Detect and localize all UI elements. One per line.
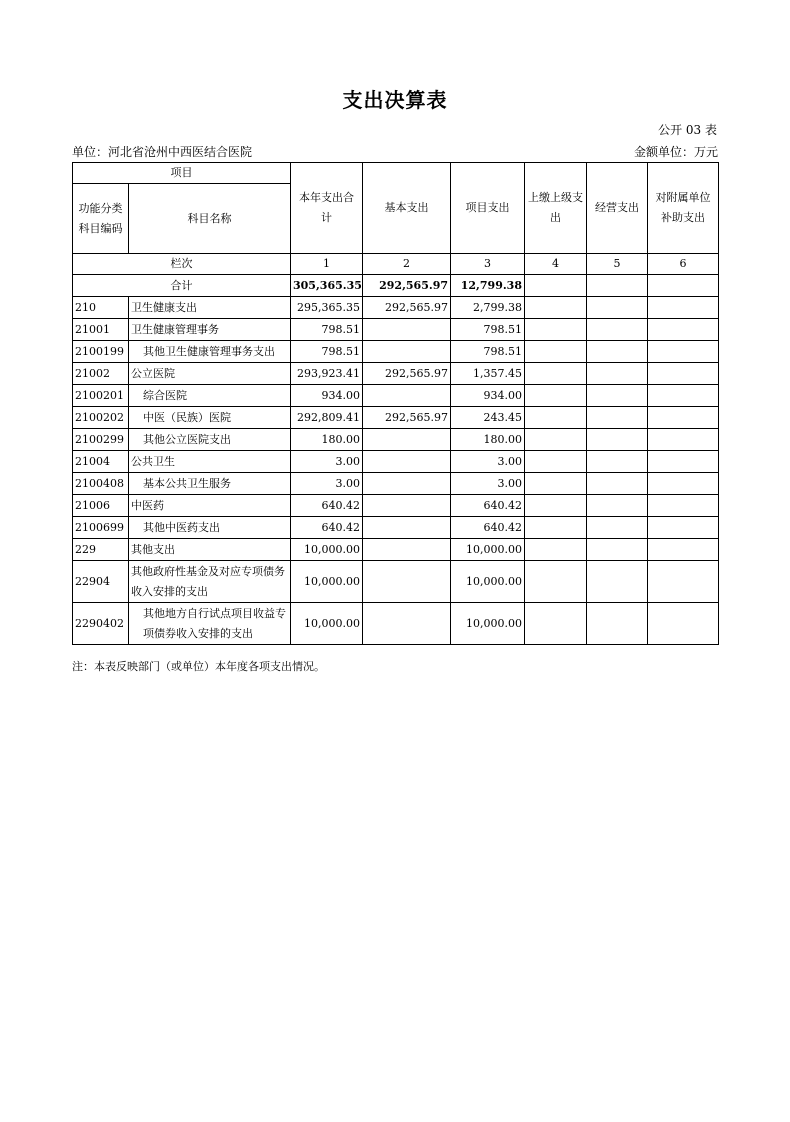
row-subject-name: 其他卫生健康管理事务支出: [129, 341, 291, 363]
row-code: 2100202: [73, 407, 129, 429]
row-subject-name: 其他公立医院支出: [129, 429, 291, 451]
row-upper: [525, 451, 587, 473]
row-upper: [525, 319, 587, 341]
row-subject-name: 卫生健康管理事务: [129, 319, 291, 341]
row-business: [587, 297, 648, 319]
row-upper: [525, 341, 587, 363]
row-project: 2,799.38: [451, 297, 525, 319]
row-code: 22904: [73, 561, 129, 603]
row-basic: [363, 451, 451, 473]
row-business: [587, 341, 648, 363]
row-basic: 292,565.97: [363, 363, 451, 385]
row-subsidy: [648, 451, 719, 473]
row-project: 640.42: [451, 495, 525, 517]
row-code: 2290402: [73, 603, 129, 645]
col-number-label: 栏次: [73, 254, 291, 275]
row-basic: [363, 495, 451, 517]
col-number: 6: [648, 254, 719, 275]
row-subsidy: [648, 517, 719, 539]
table-row: [73, 429, 719, 451]
col-number: 4: [525, 254, 587, 275]
row-code: 21004: [73, 451, 129, 473]
row-business: [587, 319, 648, 341]
row-project: 10,000.00: [451, 603, 525, 645]
row-subject-name: 其他地方自行试点项目收益专项债券收入安排的支出: [129, 603, 291, 645]
row-total: 640.42: [291, 495, 363, 517]
sum-project: 12,799.38: [451, 275, 525, 297]
table-row: [73, 473, 719, 495]
row-upper: [525, 517, 587, 539]
page-title: 支出决算表: [342, 88, 448, 112]
sum-row: [73, 275, 719, 297]
row-subsidy: [648, 319, 719, 341]
header-project-exp: 项目支出: [451, 163, 525, 254]
row-basic: 292,565.97: [363, 407, 451, 429]
row-subsidy: [648, 341, 719, 363]
row-basic: [363, 539, 451, 561]
expenditure-table: [72, 162, 719, 645]
sum-basic: 292,565.97: [363, 275, 451, 297]
row-total: 3.00: [291, 473, 363, 495]
row-subsidy: [648, 385, 719, 407]
row-basic: [363, 385, 451, 407]
header-business: 经营支出: [587, 163, 648, 254]
row-business: [587, 517, 648, 539]
row-subject-name: 综合医院: [129, 385, 291, 407]
table-row: [73, 451, 719, 473]
row-upper: [525, 539, 587, 561]
row-upper: [525, 407, 587, 429]
row-upper: [525, 473, 587, 495]
header-subject-name: 科目名称: [129, 184, 291, 254]
row-subsidy: [648, 363, 719, 385]
row-project: 934.00: [451, 385, 525, 407]
row-project: 10,000.00: [451, 539, 525, 561]
row-business: [587, 473, 648, 495]
row-code: 2100699: [73, 517, 129, 539]
row-subsidy: [648, 495, 719, 517]
col-number: 3: [451, 254, 525, 275]
row-subsidy: [648, 539, 719, 561]
row-code: 2100201: [73, 385, 129, 407]
row-total: 934.00: [291, 385, 363, 407]
row-total: 3.00: [291, 451, 363, 473]
row-subsidy: [648, 407, 719, 429]
row-project: 180.00: [451, 429, 525, 451]
header-project: 项目: [73, 163, 291, 184]
row-business: [587, 603, 648, 645]
row-code: 21002: [73, 363, 129, 385]
row-basic: [363, 517, 451, 539]
table-row: [73, 539, 719, 561]
row-upper: [525, 603, 587, 645]
row-subject-name: 公共卫生: [129, 451, 291, 473]
row-project: 640.42: [451, 517, 525, 539]
row-total: 180.00: [291, 429, 363, 451]
row-code: 210: [73, 297, 129, 319]
row-subsidy: [648, 603, 719, 645]
row-total: 293,923.41: [291, 363, 363, 385]
row-code: 21006: [73, 495, 129, 517]
header-basic: 基本支出: [363, 163, 451, 254]
row-subsidy: [648, 429, 719, 451]
row-total: 292,809.41: [291, 407, 363, 429]
row-business: [587, 385, 648, 407]
sum-business: [587, 275, 648, 297]
row-business: [587, 429, 648, 451]
row-upper: [525, 385, 587, 407]
row-project: 243.45: [451, 407, 525, 429]
column-number-row: [73, 254, 719, 275]
row-project: 10,000.00: [451, 561, 525, 603]
row-project: 1,357.45: [451, 363, 525, 385]
row-subject-name: 卫生健康支出: [129, 297, 291, 319]
row-upper: [525, 561, 587, 603]
unit-label: 单位：河北省沧州中西医结合医院: [72, 145, 253, 159]
row-code: 2100199: [73, 341, 129, 363]
row-basic: [363, 319, 451, 341]
form-number: 公开 03 表: [658, 123, 717, 137]
header-subsidy: 对附属单位补助支出: [648, 163, 719, 254]
row-business: [587, 561, 648, 603]
row-total: 640.42: [291, 517, 363, 539]
sum-total: 305,365.35: [291, 275, 363, 297]
currency-label: 金额单位：万元: [633, 145, 718, 159]
header-upper: 上缴上级支出: [525, 163, 587, 254]
row-basic: 292,565.97: [363, 297, 451, 319]
row-project: 3.00: [451, 473, 525, 495]
row-upper: [525, 363, 587, 385]
row-subject-name: 其他中医药支出: [129, 517, 291, 539]
header-total: 本年支出合计: [291, 163, 363, 254]
col-number: 5: [587, 254, 648, 275]
row-subsidy: [648, 473, 719, 495]
col-number: 1: [291, 254, 363, 275]
row-upper: [525, 297, 587, 319]
row-total: 798.51: [291, 341, 363, 363]
row-subject-name: 公立医院: [129, 363, 291, 385]
table-row: [73, 561, 719, 603]
row-subject-name: 中医（民族）医院: [129, 407, 291, 429]
table-row: [73, 319, 719, 341]
row-subject-name: 其他支出: [129, 539, 291, 561]
row-upper: [525, 495, 587, 517]
row-basic: [363, 429, 451, 451]
table-row: [73, 385, 719, 407]
row-project: 798.51: [451, 341, 525, 363]
table-row: [73, 363, 719, 385]
row-business: [587, 539, 648, 561]
sum-subsidy: [648, 275, 719, 297]
row-total: 295,365.35: [291, 297, 363, 319]
row-subsidy: [648, 561, 719, 603]
unit-row: [72, 143, 718, 160]
footnote: 注：本表反映部门（或单位）本年度各项支出情况。: [72, 660, 325, 673]
row-total: 10,000.00: [291, 603, 363, 645]
row-subject-name: 基本公共卫生服务: [129, 473, 291, 495]
col-number: 2: [363, 254, 451, 275]
table-row: [73, 407, 719, 429]
row-upper: [525, 429, 587, 451]
table-row: [73, 297, 719, 319]
row-subsidy: [648, 297, 719, 319]
row-total: 10,000.00: [291, 561, 363, 603]
row-basic: [363, 473, 451, 495]
row-business: [587, 451, 648, 473]
row-subject-name: 其他政府性基金及对应专项债务收入安排的支出: [129, 561, 291, 603]
row-business: [587, 363, 648, 385]
row-basic: [363, 603, 451, 645]
row-code: 21001: [73, 319, 129, 341]
row-code: 229: [73, 539, 129, 561]
row-code: 2100299: [73, 429, 129, 451]
row-business: [587, 495, 648, 517]
row-total: 10,000.00: [291, 539, 363, 561]
row-project: 3.00: [451, 451, 525, 473]
row-code: 2100408: [73, 473, 129, 495]
table-row: [73, 341, 719, 363]
table-row: [73, 495, 719, 517]
row-basic: [363, 341, 451, 363]
table-row: [73, 603, 719, 645]
row-business: [587, 407, 648, 429]
header-func-code: 功能分类科目编码: [73, 184, 129, 254]
table-row: [73, 517, 719, 539]
sum-upper: [525, 275, 587, 297]
row-basic: [363, 561, 451, 603]
row-total: 798.51: [291, 319, 363, 341]
row-project: 798.51: [451, 319, 525, 341]
sum-label: 合计: [73, 275, 291, 297]
row-subject-name: 中医药: [129, 495, 291, 517]
